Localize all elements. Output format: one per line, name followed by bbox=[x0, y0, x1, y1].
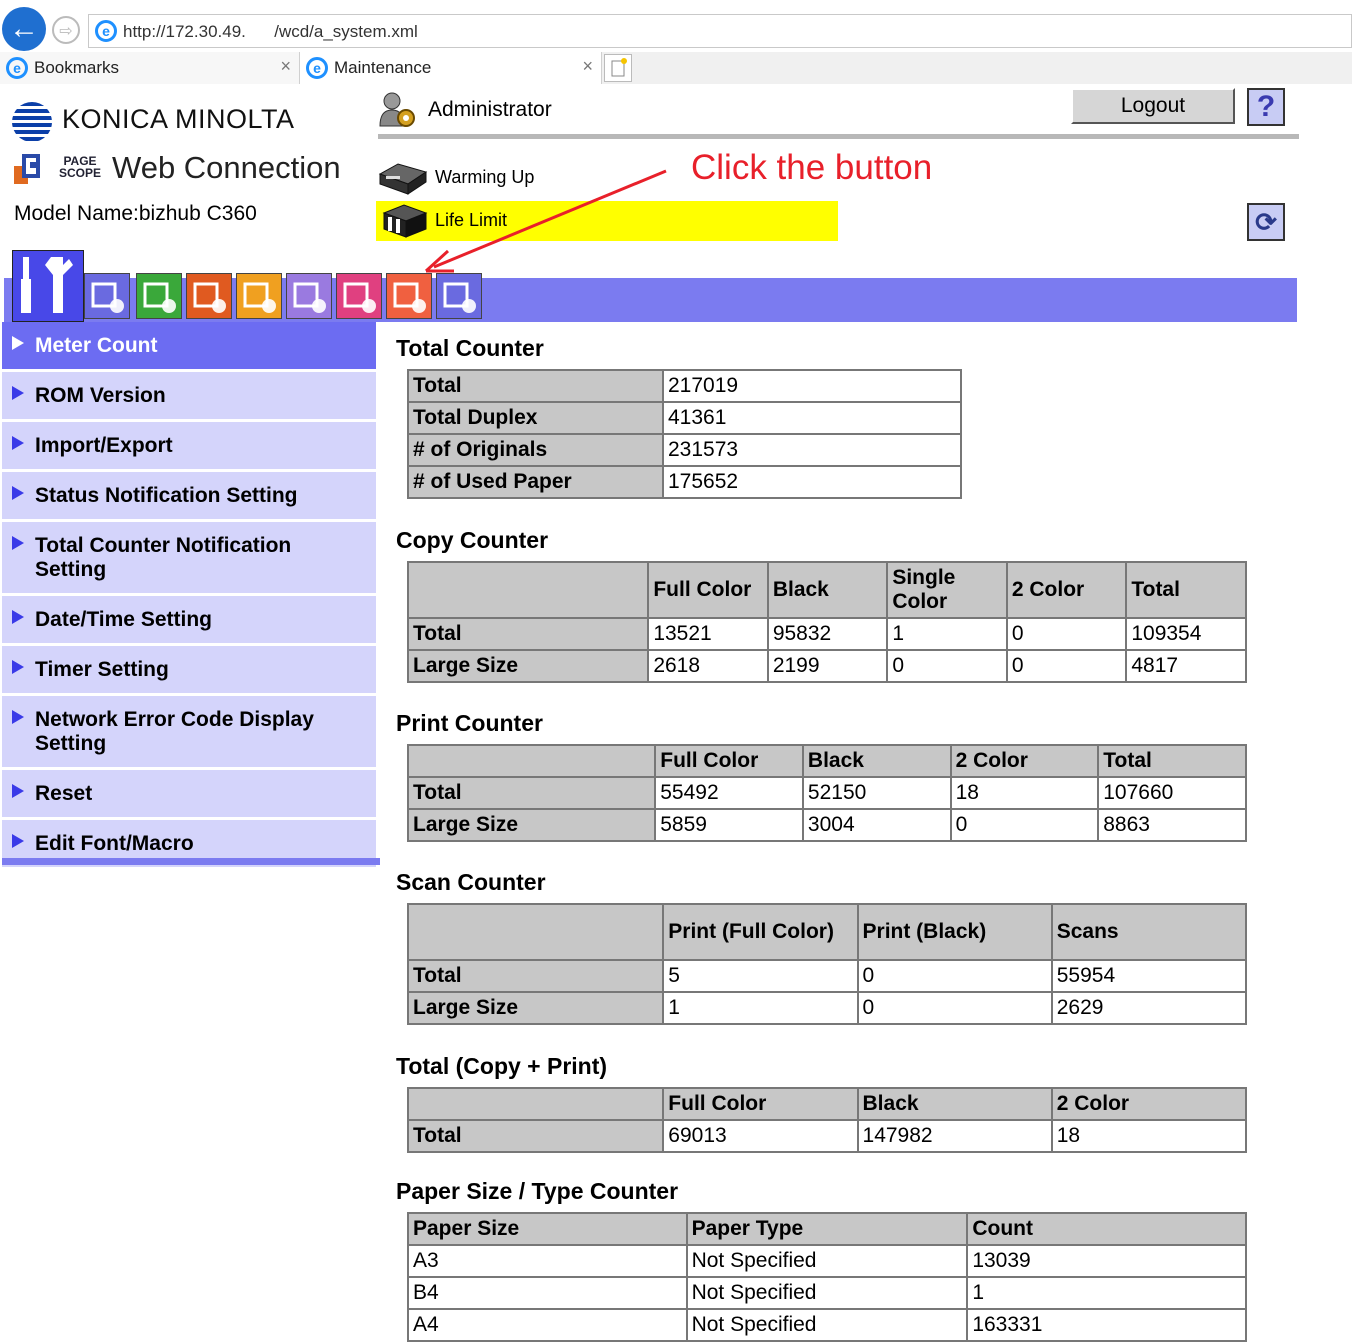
annotation-text: Click the button bbox=[691, 148, 933, 187]
sidebar-menu bbox=[2, 322, 376, 870]
sidebar-item-label: Status Notification Setting bbox=[35, 484, 298, 507]
sidebar-item-label: Total Counter Notification Setting bbox=[35, 534, 292, 581]
refresh-button[interactable]: ⟳ bbox=[1247, 203, 1285, 241]
triangle-right-icon bbox=[12, 336, 24, 350]
column-header: 2 Color bbox=[951, 745, 1099, 777]
sidebar-item-label: Date/Time Setting bbox=[35, 608, 212, 631]
table-cell: 55954 bbox=[1052, 960, 1246, 992]
pagescope-logo-icon bbox=[12, 150, 60, 190]
table-cell: 13039 bbox=[967, 1245, 1246, 1277]
row-label: Total bbox=[408, 777, 655, 809]
sidebar-item-label: Network Error Code Display Setting bbox=[35, 708, 314, 755]
table-cell: 18 bbox=[951, 777, 1099, 809]
security-icon bbox=[137, 274, 181, 318]
column-header: Full Color bbox=[648, 562, 768, 618]
tab-store-address[interactable] bbox=[336, 273, 382, 319]
column-header: Single Color bbox=[887, 562, 1007, 618]
column-header: Full Color bbox=[663, 1088, 857, 1120]
sidebar-item-import-export[interactable] bbox=[2, 422, 376, 472]
table-cell: 0 bbox=[887, 650, 1007, 682]
sidebar-item-label: ROM Version bbox=[35, 384, 166, 407]
header-corner bbox=[408, 745, 655, 777]
table-cell: Not Specified bbox=[687, 1245, 968, 1277]
table-cell: 55492 bbox=[655, 777, 803, 809]
user-auth-icon bbox=[187, 274, 231, 318]
table-row bbox=[408, 1277, 1246, 1309]
tab-fax[interactable] bbox=[436, 273, 482, 319]
column-header: Black bbox=[768, 562, 888, 618]
triangle-right-icon bbox=[12, 784, 24, 798]
forward-button[interactable]: ⇨ bbox=[52, 16, 80, 44]
sidebar-item-label: Timer Setting bbox=[35, 658, 169, 681]
table-cell: 69013 bbox=[663, 1120, 857, 1152]
header-corner bbox=[408, 562, 648, 618]
row-label: Total Duplex bbox=[408, 402, 663, 434]
sidebar-item-label: Edit Font/Macro bbox=[35, 832, 194, 855]
table-cell: 2629 bbox=[1052, 992, 1246, 1024]
url-text[interactable]: http://172.30.49. /wcd/a_system.xml bbox=[123, 22, 418, 41]
table-cell: 0 bbox=[1007, 650, 1126, 682]
table-header-row bbox=[408, 1213, 1246, 1245]
triangle-right-icon bbox=[12, 710, 24, 724]
section-title-print-counter: Print Counter bbox=[396, 710, 543, 736]
column-header: Total bbox=[1098, 745, 1246, 777]
table-header-row bbox=[408, 562, 1246, 618]
browser-tab-maintenance[interactable] bbox=[300, 52, 602, 84]
table-row bbox=[408, 777, 1246, 809]
column-header: Print (Black) bbox=[858, 904, 1052, 960]
tab-label: Maintenance bbox=[334, 58, 432, 77]
table-cell: 1 bbox=[967, 1277, 1246, 1309]
column-header: 2 Color bbox=[1007, 562, 1126, 618]
sidebar-item-date-time-setting[interactable] bbox=[2, 596, 376, 646]
table-cell: 107660 bbox=[1098, 777, 1246, 809]
row-label: Total bbox=[408, 1120, 663, 1152]
table-row bbox=[408, 809, 1246, 841]
ie-tab-icon: e bbox=[6, 57, 28, 79]
table-cell: A4 bbox=[408, 1309, 687, 1341]
tab-system[interactable] bbox=[84, 273, 130, 319]
section-title-paper-counter: Paper Size / Type Counter bbox=[396, 1178, 679, 1204]
tab-box[interactable] bbox=[236, 273, 282, 319]
column-header: Print (Full Color) bbox=[663, 904, 857, 960]
table-cell: 0 bbox=[858, 992, 1052, 1024]
table-cell: 8863 bbox=[1098, 809, 1246, 841]
konica-minolta-logo-icon bbox=[12, 102, 52, 142]
paper-counter-table bbox=[407, 1212, 1247, 1342]
table-cell: 3004 bbox=[803, 809, 951, 841]
row-value: 41361 bbox=[663, 402, 961, 434]
section-title-total-counter: Total Counter bbox=[396, 335, 544, 361]
triangle-right-icon bbox=[12, 834, 24, 848]
triangle-right-icon bbox=[12, 386, 24, 400]
fax-icon bbox=[437, 274, 481, 318]
network-icon bbox=[387, 274, 431, 318]
back-button[interactable]: ← bbox=[2, 7, 46, 51]
tab-user-auth[interactable] bbox=[186, 273, 232, 319]
wrench-screwdriver-icon bbox=[13, 251, 81, 319]
column-header: Black bbox=[858, 1088, 1052, 1120]
brand-name: KONICA MINOLTA bbox=[62, 104, 295, 134]
tab-network[interactable] bbox=[386, 273, 432, 319]
sidebar-item-label: Meter Count bbox=[35, 334, 158, 357]
table-cell: 13521 bbox=[648, 618, 768, 650]
column-header: Paper Type bbox=[687, 1213, 968, 1245]
print-counter-table bbox=[407, 744, 1247, 842]
table-cell: 163331 bbox=[967, 1309, 1246, 1341]
sidebar-item-timer-setting[interactable] bbox=[2, 646, 376, 696]
administrator-icon bbox=[378, 90, 418, 130]
table-cell: B4 bbox=[408, 1277, 687, 1309]
user-name: Administrator bbox=[428, 98, 552, 121]
table-cell: 18 bbox=[1052, 1120, 1246, 1152]
header-corner bbox=[408, 904, 663, 960]
status-warming-up: Warming Up bbox=[435, 167, 535, 187]
copy-counter-table bbox=[407, 561, 1247, 683]
column-header: Full Color bbox=[655, 745, 803, 777]
total-counter-table bbox=[407, 369, 962, 499]
row-label: # of Used Paper bbox=[408, 466, 663, 498]
row-label: Large Size bbox=[408, 809, 655, 841]
table-row bbox=[408, 1309, 1246, 1341]
table-cell: 0 bbox=[951, 809, 1099, 841]
row-value: 231573 bbox=[663, 434, 961, 466]
store-address-icon bbox=[337, 274, 381, 318]
column-header: Total bbox=[1126, 562, 1246, 618]
row-label: # of Originals bbox=[408, 434, 663, 466]
triangle-right-icon bbox=[12, 486, 24, 500]
sidebar-item-network-error-code-display-setting[interactable] bbox=[2, 696, 376, 770]
copy-print-total-table bbox=[407, 1087, 1247, 1153]
table-cell: 109354 bbox=[1126, 618, 1246, 650]
sidebar-item-status-notification-setting[interactable] bbox=[2, 472, 376, 522]
table-cell: Not Specified bbox=[687, 1277, 968, 1309]
sidebar-item-label: Reset bbox=[35, 782, 93, 805]
row-value: 175652 bbox=[663, 466, 961, 498]
column-header: Scans bbox=[1052, 904, 1246, 960]
sidebar-item-label: Import/Export bbox=[35, 434, 173, 457]
table-row bbox=[408, 960, 1246, 992]
scan-counter-table bbox=[407, 903, 1247, 1025]
help-button[interactable]: ? bbox=[1247, 88, 1285, 126]
section-title-copy-counter: Copy Counter bbox=[396, 527, 549, 553]
sidebar-item-rom-version[interactable] bbox=[2, 372, 376, 422]
box-icon bbox=[237, 274, 281, 318]
tab-label: Bookmarks bbox=[34, 58, 120, 77]
table-cell: 5 bbox=[663, 960, 857, 992]
header-divider bbox=[378, 134, 1299, 139]
sidebar-item-reset[interactable] bbox=[2, 770, 376, 820]
tab-maintenance[interactable] bbox=[12, 250, 84, 322]
url-field[interactable] bbox=[88, 14, 1352, 48]
print-settings-icon bbox=[287, 274, 331, 318]
table-cell: 2618 bbox=[648, 650, 768, 682]
table-cell: Not Specified bbox=[687, 1309, 968, 1341]
table-row bbox=[408, 618, 1246, 650]
table-cell: 0 bbox=[1007, 618, 1126, 650]
product-name: Web Connection bbox=[112, 150, 341, 185]
sidebar-item-meter-count[interactable] bbox=[2, 322, 376, 372]
row-label: Large Size bbox=[408, 650, 648, 682]
header-corner bbox=[408, 1088, 663, 1120]
table-row bbox=[408, 1120, 1246, 1152]
column-header: Black bbox=[803, 745, 951, 777]
triangle-right-icon bbox=[12, 610, 24, 624]
table-row bbox=[408, 1245, 1246, 1277]
status-life-limit: Life Limit bbox=[435, 210, 508, 230]
close-icon[interactable]: × bbox=[582, 56, 593, 76]
table-row bbox=[408, 992, 1246, 1024]
pagescope-wordmark: PAGE SCOPE bbox=[58, 154, 101, 180]
tab-security[interactable] bbox=[136, 273, 182, 319]
row-label: Total bbox=[408, 370, 663, 402]
table-cell: 0 bbox=[858, 960, 1052, 992]
close-icon[interactable]: × bbox=[280, 56, 291, 76]
annotation-arrow-icon bbox=[420, 165, 680, 285]
table-row bbox=[408, 650, 1246, 682]
triangle-right-icon bbox=[12, 436, 24, 450]
sidebar-divider bbox=[2, 858, 380, 865]
section-title-copy-print-total: Total (Copy + Print) bbox=[396, 1053, 608, 1079]
column-header: 2 Color bbox=[1052, 1088, 1246, 1120]
table-cell: 95832 bbox=[768, 618, 888, 650]
new-tab-icon[interactable] bbox=[604, 54, 632, 82]
table-row bbox=[408, 370, 961, 402]
table-cell: 1 bbox=[663, 992, 857, 1024]
table-header-row bbox=[408, 904, 1246, 960]
browser-tab-bookmarks[interactable] bbox=[0, 52, 300, 84]
logout-button[interactable]: Logout bbox=[1071, 88, 1235, 124]
tab-print-settings[interactable] bbox=[286, 273, 332, 319]
table-cell: A3 bbox=[408, 1245, 687, 1277]
ie-page-icon: e bbox=[95, 20, 117, 42]
row-label: Total bbox=[408, 618, 648, 650]
table-cell: 147982 bbox=[858, 1120, 1052, 1152]
table-row bbox=[408, 402, 961, 434]
triangle-right-icon bbox=[12, 536, 24, 550]
system-icon bbox=[85, 274, 129, 318]
table-row bbox=[408, 434, 961, 466]
section-title-scan-counter: Scan Counter bbox=[396, 869, 546, 895]
ie-tab-icon: e bbox=[306, 57, 328, 79]
table-cell: 52150 bbox=[803, 777, 951, 809]
triangle-right-icon bbox=[12, 660, 24, 674]
row-label: Total bbox=[408, 960, 663, 992]
browser-tab-bar bbox=[0, 52, 1352, 84]
column-header: Count bbox=[967, 1213, 1246, 1245]
address-bar bbox=[0, 0, 1352, 53]
table-row bbox=[408, 466, 961, 498]
table-header-row bbox=[408, 1088, 1246, 1120]
table-cell: 4817 bbox=[1126, 650, 1246, 682]
table-cell: 5859 bbox=[655, 809, 803, 841]
table-cell: 2199 bbox=[768, 650, 888, 682]
table-header-row bbox=[408, 745, 1246, 777]
sidebar-item-total-counter-notification-setting[interactable] bbox=[2, 522, 376, 596]
table-cell: 1 bbox=[887, 618, 1007, 650]
row-label: Large Size bbox=[408, 992, 663, 1024]
column-header: Paper Size bbox=[408, 1213, 687, 1245]
row-value: 217019 bbox=[663, 370, 961, 402]
model-name: Model Name:bizhub C360 bbox=[14, 202, 257, 225]
